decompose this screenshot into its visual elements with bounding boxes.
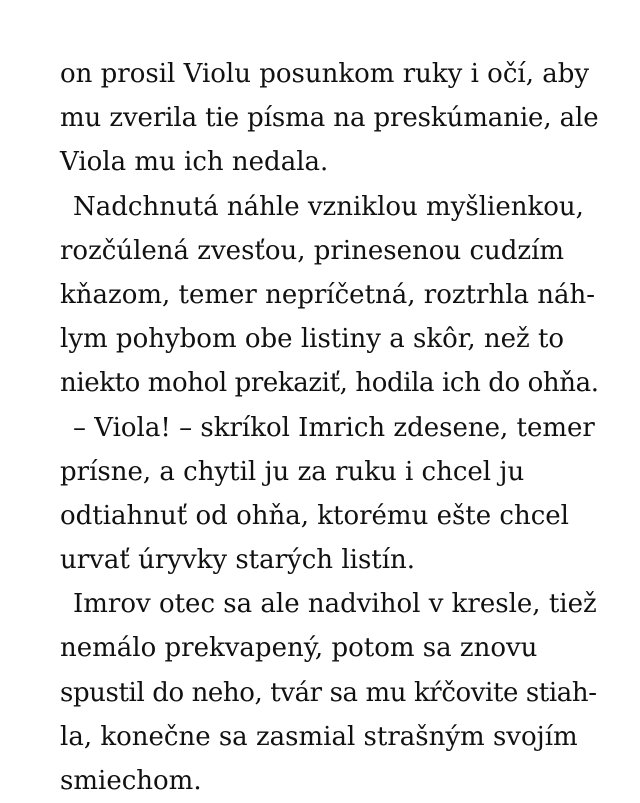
text-line: odtiahnuť od ohňa, ktorému ešte chcel	[60, 500, 569, 531]
text-line: prísne, a chytil ju za ruku i chcel ju	[60, 456, 525, 487]
text-line: Viola mu ich nedala.	[60, 147, 329, 178]
text-line: lym pohybom obe listiny a skôr, než to	[60, 324, 565, 355]
paragraph-start-line: Imrov otec sa ale nadvihol v kresle, tiež	[73, 589, 597, 620]
book-page-text	[60, 52, 600, 803]
text-line: on prosil Violu posunkom ruky i očí, aby	[60, 59, 590, 89]
paragraph-start-line: – Viola! – skríkol Imrich zdesene, temer	[73, 412, 595, 443]
text-line: rozčúlená zvesťou, prinesenou cudzím	[60, 235, 565, 266]
text-line: spustil do neho, tvár sa mu kŕčovite stiah-	[60, 677, 597, 708]
paragraph-start-line: Nadchnutá náhle vzniklou myšlienkou,	[73, 191, 584, 222]
text-line: kňazom, temer nepríčetná, roztrhla náh-	[60, 279, 596, 310]
text-line: la, konečne sa zasmial strašným svojím	[60, 721, 578, 752]
text-line: smiechom.	[60, 766, 202, 796]
text-line: urvať úryvky starých listín.	[60, 545, 416, 576]
text-line: mu zverila tie písma na preskúmanie, ale	[60, 103, 599, 134]
text-line: niekto mohol prekaziť, hodila ich do ohňa.	[60, 368, 599, 399]
text-line: nemálo prekvapený, potom sa znovu	[60, 633, 538, 664]
